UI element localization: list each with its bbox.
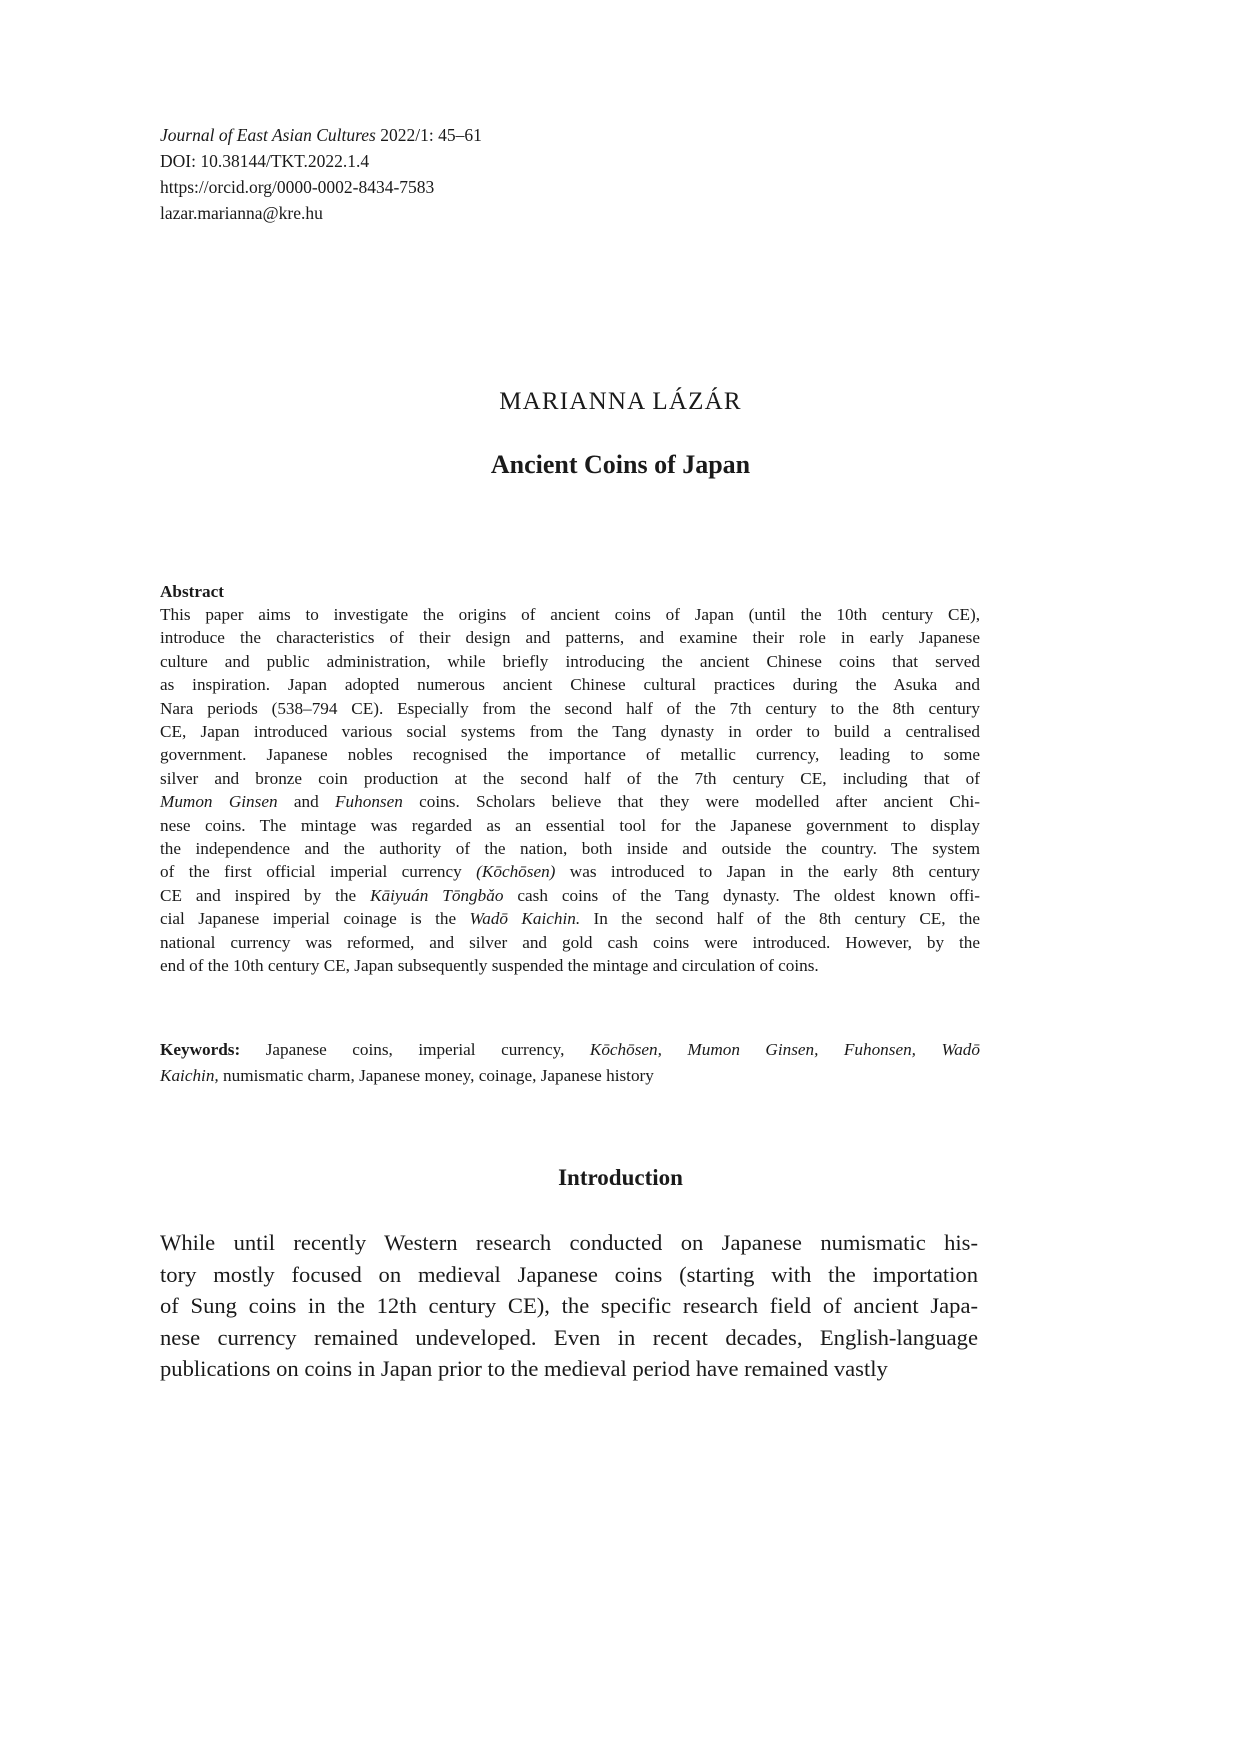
introduction-body (160, 1227, 978, 1385)
orcid-link[interactable]: https://orcid.org/0000-0002-8434-7583 (160, 177, 435, 197)
text-line (160, 860, 980, 883)
text-line (160, 954, 980, 977)
text-line (160, 1322, 978, 1354)
text-segment: the independence and the authority of the nation, both inside and outside the country. The system (160, 839, 980, 859)
text-line (160, 884, 980, 907)
text-line (160, 837, 980, 860)
text-segment: and (277, 792, 336, 812)
text-line (160, 603, 980, 626)
text-line (160, 1290, 978, 1322)
text-segment: Japanese coins, imperial currency, (240, 1040, 590, 1059)
text-segment: publications on coins in Japan prior to the medieval period have remained vastly (160, 1356, 888, 1382)
text-segment: of Sung coins in the 12th century CE), the specific research field of ancient Japa- (160, 1293, 978, 1319)
author-name: MARIANNA LÁZÁR (499, 388, 742, 415)
text-segment: culture and public administration, while briefly introducing the ancient Chinese coins that served (160, 651, 980, 671)
italic-term: Fuhonsen (335, 792, 403, 812)
text-line (160, 907, 980, 930)
text-segment: CE and inspired by the (160, 885, 371, 905)
introduction-heading: Introduction (558, 1165, 683, 1190)
italic-term: Kāiyuán Tōngbǎo (370, 885, 504, 905)
text-line (160, 626, 980, 649)
journal-name: Journal of East Asian Cultures (160, 125, 376, 145)
text-segment: silver and bronze coin production at the second half of the 7th century CE, including that of (160, 768, 980, 788)
text-line (160, 673, 980, 696)
text-segment: Nara periods (538–794 CE). Especially from the second half of the 7th century to the 8th century (160, 698, 980, 718)
journal-citation (160, 122, 482, 148)
text-line (160, 697, 980, 720)
doi: DOI: 10.38144/TKT.2022.1.4 (160, 151, 370, 171)
text-segment: introduce the characteristics of their design and patterns, and examine their role in early Japanese (160, 628, 980, 648)
italic-term: Kaichin, (160, 1066, 219, 1085)
text-line (160, 767, 980, 790)
text-segment: nese coins. The mintage was regarded as an essential tool for the Japanese government to display (160, 815, 980, 835)
text-segment: In the second half of the 8th century CE, the (580, 909, 981, 929)
abstract-heading: Abstract (160, 582, 224, 601)
text-segment: coins. Scholars believe that they were modelled after ancient Chi- (402, 792, 980, 812)
author-email[interactable]: lazar.marianna@kre.hu (160, 203, 323, 223)
text-line (160, 1037, 980, 1063)
abstract-body (160, 603, 980, 978)
text-segment: government. Japanese nobles recognised the importance of metallic currency, leading to some (160, 745, 980, 765)
text-segment: end of the 10th century CE, Japan subsequently suspended the mintage and circulation of coins. (160, 956, 819, 976)
text-segment: of the first official imperial currency (160, 862, 477, 882)
italic-term: Mumon Ginsen (160, 792, 278, 812)
text-segment: as inspiration. Japan adopted numerous ancient Chinese cultural practices during the Asuka and (160, 675, 980, 695)
text-segment: numismatic charm, Japanese money, coinage, Japanese history (218, 1066, 654, 1085)
italic-term: (Kōchōsen) (476, 862, 556, 882)
journal-issue: 2022/1: 45–61 (375, 125, 482, 145)
text-segment: national currency was reformed, and silver and gold cash coins were introduced. However, by the (160, 932, 980, 952)
italic-term: Kōchōsen, Mumon Ginsen, Fuhonsen, Wadō (589, 1040, 980, 1059)
text-line (160, 650, 980, 673)
text-line (160, 931, 980, 954)
text-line (160, 1063, 980, 1089)
text-line (160, 1259, 978, 1291)
italic-term: Wadō Kaichin. (469, 909, 581, 929)
text-segment: cial Japanese imperial coinage is the (160, 909, 470, 929)
text-line (160, 1227, 978, 1259)
text-line (160, 720, 980, 743)
text-line (160, 1353, 978, 1385)
bold-label: Keywords: (160, 1040, 241, 1059)
text-line (160, 743, 980, 766)
text-segment: While until recently Western research conducted on Japanese numismatic his- (160, 1230, 978, 1255)
text-line (160, 814, 980, 837)
text-line (160, 790, 980, 813)
text-segment: CE, Japan introduced various social systems from the Tang dynasty in order to build a centralised (160, 722, 980, 742)
text-segment: nese currency remained undeveloped. Even in recent decades, English-language (160, 1324, 978, 1350)
text-segment: This paper aims to investigate the origins of ancient coins of Japan (until the 10th century CE), (160, 605, 980, 624)
text-segment: cash coins of the Tang dynasty. The oldest known offi- (503, 885, 980, 905)
paper-title: Ancient Coins of Japan (490, 450, 751, 479)
text-segment: was introduced to Japan in the early 8th century (555, 862, 981, 882)
article-metadata (160, 122, 482, 226)
abstract-section (160, 580, 980, 978)
keywords-section (160, 1037, 980, 1089)
text-segment: tory mostly focused on medieval Japanese coins (starting with the importation (160, 1261, 978, 1287)
